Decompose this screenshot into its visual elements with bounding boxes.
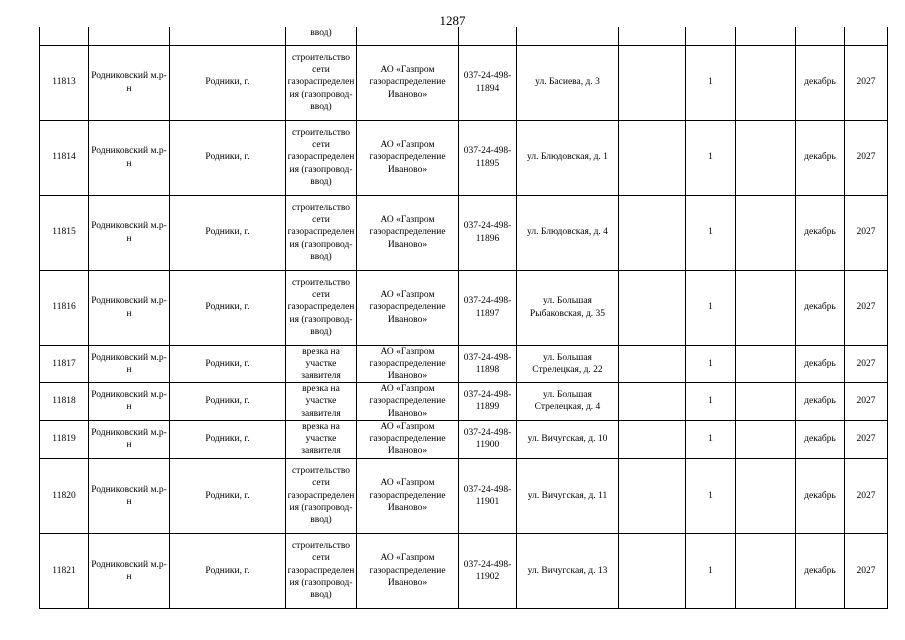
cell-district: Родниковский м.р-н: [89, 345, 170, 383]
cell-locality: Родники, г.: [170, 533, 286, 608]
cell-count: 1: [686, 45, 736, 120]
cell-address: ул. Блюдовская, д. 1: [517, 120, 619, 195]
cell-organization: АО «Газпром газораспределение Иваново»: [357, 383, 459, 421]
cell-district: Родниковский м.р-н: [89, 45, 170, 120]
cell-code: 037-24-498-11897: [459, 270, 517, 345]
cell-id: 11813: [40, 45, 89, 120]
cell-count: 1: [686, 458, 736, 533]
cell-code: 037-24-498-11896: [459, 195, 517, 270]
table-row: [40, 270, 888, 345]
cell-year: 2027: [845, 345, 888, 383]
cell-locality: Родники, г.: [170, 383, 286, 421]
cell-empty-1: [619, 195, 686, 270]
cell-address: ул. Большая Рыбаковская, д. 35: [517, 270, 619, 345]
cell-id: 11819: [40, 420, 89, 458]
cell-year: 2027: [845, 420, 888, 458]
cell-empty-2: [736, 45, 796, 120]
cell-empty-1: [619, 120, 686, 195]
cell-organization: АО «Газпром газораспределение Иваново»: [357, 120, 459, 195]
cell-year: 2027: [845, 120, 888, 195]
cell-purpose: строительство сети газораспределения (газопровод-ввод): [286, 45, 357, 120]
cell-count: 1: [686, 195, 736, 270]
cell-purpose: врезка на участке заявителя: [286, 383, 357, 421]
cell-locality: Родники, г.: [170, 270, 286, 345]
cell-year: 2027: [845, 270, 888, 345]
cell-locality: Родники, г.: [170, 120, 286, 195]
cell-count: 1: [686, 345, 736, 383]
cell-id: 11820: [40, 458, 89, 533]
cell-code: 037-24-498-11901: [459, 458, 517, 533]
cell-district: Родниковский м.р-н: [89, 458, 170, 533]
cell-empty-2: [736, 270, 796, 345]
cell-month: декабрь: [796, 120, 845, 195]
cell-district: Родниковский м.р-н: [89, 420, 170, 458]
cell-year: 2027: [845, 45, 888, 120]
cell-purpose: врезка на участке заявителя: [286, 420, 357, 458]
page-number: 1287: [439, 13, 466, 28]
cell-organization: АО «Газпром газораспределение Иваново»: [357, 270, 459, 345]
cell-address: ул. Вичугская, д. 11: [517, 458, 619, 533]
cell-address: ул. Вичугская, д. 13: [517, 533, 619, 608]
cell-code: 037-24-498-11902: [459, 533, 517, 608]
cell-district: Родниковский м.р-н: [89, 270, 170, 345]
cell-empty-2: [736, 420, 796, 458]
cell-empty-2: [736, 383, 796, 421]
cell-count: 1: [686, 533, 736, 608]
cell-empty-1: [619, 420, 686, 458]
table-row: [40, 120, 888, 195]
cell-id: 11815: [40, 195, 89, 270]
cell-code: 037-24-498-11898: [459, 345, 517, 383]
cell-count: 1: [686, 383, 736, 421]
cell-empty-1: [619, 45, 686, 120]
cell-address: ул. Басиева, д. 3: [517, 45, 619, 120]
continuation-row: [40, 27, 888, 45]
cell-address: ул. Вичугская, д. 10: [517, 420, 619, 458]
table-row: [40, 420, 888, 458]
cell-district: Родниковский м.р-н: [89, 195, 170, 270]
cell-organization: АО «Газпром газораспределение Иваново»: [357, 533, 459, 608]
cell-month: декабрь: [796, 195, 845, 270]
cell-month: декабрь: [796, 270, 845, 345]
cell-id: 11821: [40, 533, 89, 608]
cell-empty-1: [619, 270, 686, 345]
cell-code: 037-24-498-11895: [459, 120, 517, 195]
cell-month: декабрь: [796, 383, 845, 421]
cell-empty-1: [619, 383, 686, 421]
cell-locality: Родники, г.: [170, 420, 286, 458]
cell-empty-2: [736, 120, 796, 195]
cell-district: Родниковский м.р-н: [89, 120, 170, 195]
cell-purpose: строительство сети газораспределения (газопровод-ввод): [286, 458, 357, 533]
cell-address: ул. Блюдовская, д. 4: [517, 195, 619, 270]
cell-purpose: строительство сети газораспределения (газопровод-ввод): [286, 270, 357, 345]
cell-code: 037-24-498-11894: [459, 45, 517, 120]
table-row: [40, 533, 888, 608]
cell-code: 037-24-498-11899: [459, 383, 517, 421]
cell-month: декабрь: [796, 420, 845, 458]
cell-month: декабрь: [796, 345, 845, 383]
cell-organization: АО «Газпром газораспределение Иваново»: [357, 458, 459, 533]
table-row: [40, 195, 888, 270]
table-body: [40, 27, 888, 608]
cell-year: 2027: [845, 458, 888, 533]
cell-id: 11816: [40, 270, 89, 345]
table-row: [40, 45, 888, 120]
cell-empty-1: [619, 345, 686, 383]
cell-locality: Родники, г.: [170, 458, 286, 533]
cell-purpose: врезка на участке заявителя: [286, 345, 357, 383]
cell-organization: АО «Газпром газораспределение Иваново»: [357, 345, 459, 383]
cell-district: Родниковский м.р-н: [89, 533, 170, 608]
cell-empty-2: [736, 195, 796, 270]
cell-id: 11818: [40, 383, 89, 421]
cell-purpose: строительство сети газораспределения (газопровод-ввод): [286, 120, 357, 195]
cell-empty-1: [619, 458, 686, 533]
cell-purpose: строительство сети газораспределения (газопровод-ввод): [286, 533, 357, 608]
cell-month: декабрь: [796, 458, 845, 533]
cell-count: 1: [686, 420, 736, 458]
cell-empty-2: [736, 533, 796, 608]
cell-purpose: строительство сети газораспределения (газопровод-ввод): [286, 195, 357, 270]
cell-count: 1: [686, 120, 736, 195]
cell-organization: АО «Газпром газораспределение Иваново»: [357, 45, 459, 120]
table-row: [40, 383, 888, 421]
cell-month: декабрь: [796, 533, 845, 608]
cell-address: ул. Большая Стрелецкая, д. 22: [517, 345, 619, 383]
cell-code: 037-24-498-11900: [459, 420, 517, 458]
cell-empty-1: [619, 533, 686, 608]
cell-month: декабрь: [796, 45, 845, 120]
cell-locality: Родники, г.: [170, 195, 286, 270]
cell-district: Родниковский м.р-н: [89, 383, 170, 421]
cell-address: ул. Большая Стрелецкая, д. 4: [517, 383, 619, 421]
gasification-register-table: [39, 27, 888, 609]
table-row: [40, 345, 888, 383]
cell-locality: Родники, г.: [170, 345, 286, 383]
cell-year: 2027: [845, 195, 888, 270]
cell-count: 1: [686, 270, 736, 345]
cell-id: 11814: [40, 120, 89, 195]
cell-organization: АО «Газпром газораспределение Иваново»: [357, 195, 459, 270]
cell-empty-2: [736, 458, 796, 533]
cell-locality: Родники, г.: [170, 45, 286, 120]
continuation-cell: ввод): [286, 27, 357, 45]
cell-year: 2027: [845, 383, 888, 421]
table-row: [40, 458, 888, 533]
cell-id: 11817: [40, 345, 89, 383]
cell-organization: АО «Газпром газораспределение Иваново»: [357, 420, 459, 458]
cell-year: 2027: [845, 533, 888, 608]
cell-empty-2: [736, 345, 796, 383]
